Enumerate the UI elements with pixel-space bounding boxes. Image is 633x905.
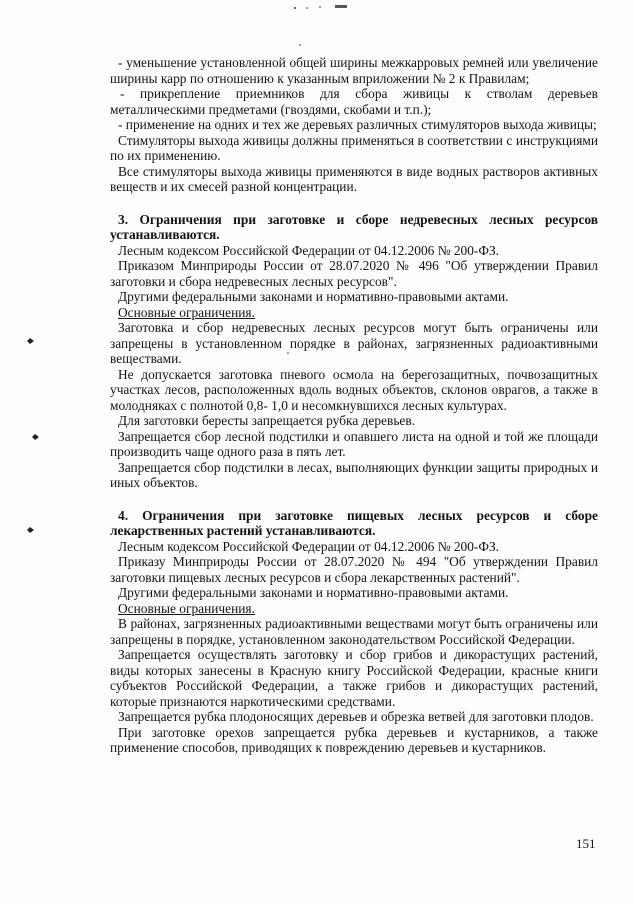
- section-3-item: Для заготовки бересты запрещается рубка деревьев.: [118, 413, 416, 428]
- paragraph: - применение на одних и тех же деревьях различных стимуляторов выхода живицы;: [118, 117, 597, 132]
- section-4-line: Лесным кодексом Российской Федерации от 04.12.2006 № 200-ФЗ.: [118, 538, 500, 554]
- section-4-heading: 4. Ограничения при заготовке пищевых лесных ресурсов и сборе лекарственных растений устанавливаются.: [110, 507, 598, 538]
- section-3-line: Другими федеральными законами и нормативно-правовыми актами.: [118, 289, 509, 304]
- paragraph: Стимуляторы выхода живицы должны применяться в соответствии с инструкциями по их применению.: [110, 132, 598, 163]
- section-4-subheading-text: Основные ограничения.: [118, 600, 255, 616]
- section-3-line: Лесным кодексом Российской Федерации от 04.12.2006 № 200-ФЗ.: [118, 242, 500, 258]
- page-number: 151: [576, 836, 596, 851]
- section-4-item: При заготовке орехов запрещается рубка деревьев и кустарников, а также применение способов, приводящих к повреждению деревьев и кустарников.: [110, 724, 598, 755]
- paragraph: Все стимуляторы выхода живицы применяются в виде водных растворов активных веществ и их смесей разной концентрации.: [110, 163, 598, 194]
- section-4-subheading: [110, 601, 598, 617]
- section-4-line: Другими федеральными законами и нормативно-правовыми актами.: [118, 585, 509, 600]
- paragraph: - прикрепление приемников для сбора живицы к стволам деревьев металлическими предметами (гвоздями, скобами и т.п.);: [110, 86, 598, 117]
- section-4-item: Запрещается рубка плодоносящих деревьев и обрезка ветвей для заготовки плодов.: [118, 709, 594, 724]
- section-4-line: Приказу Минприроды России от 28.07.2020 № 494 "Об утверждении Правил заготовки пищевых лесных ресурсов и сбора лекарственных растений".: [110, 554, 598, 585]
- section-3-heading: 3. Ограничения при заготовке и сборе недревесных лесных ресурсов устанавливаются.: [110, 211, 598, 242]
- section-3-item: Запрещается сбор лесной подстилки и опавшего листа на одной и той же площади производить чаще одного раза в пять лет.: [110, 428, 598, 459]
- section-4-item: В районах, загрязненных радиоактивными веществами могут быть ограничены или запрещены в порядке, установленном законодательством Российской Федерации.: [110, 616, 598, 647]
- section-3-item: Запрещается сбор подстилки в лесах, выполняющих функции защиты природных и иных объектов.: [110, 459, 598, 490]
- section-3-item: Не допускается заготовка пневого осмола на берегозащитных, почвозащитных участках лесов, расположенных вдоль водных объектов, склонов оврагов, а также в молодняках с полнотой 0,8- 1,0 и несомкнувшихся лесных культурах.: [110, 366, 598, 413]
- section-3-subheading: [110, 305, 598, 321]
- section-4-item: Запрещается осуществлять заготовку и сбор грибов и дикорастущих растений, виды которых занесены в Красную книгу Российской Федерации, красные книги субъектов Российской Федерации, а также грибов и дикорастущих растений, которые признаются наркотическими средствами.: [110, 647, 598, 709]
- section-3-subheading-text: Основные ограничения.: [118, 304, 255, 320]
- paragraph: - уменьшение установленной общей ширины межкарровых ремней или увеличение ширины карр по отношению к указанным вприложении № 2 к Правилам;: [110, 55, 598, 86]
- document-body: [110, 55, 598, 756]
- section-3-line: Приказом Минприроды России от 28.07.2020 № 496 "Об утверждении Правил заготовки и сбора недревесных лесных ресурсов".: [110, 258, 598, 289]
- section-3-item: Заготовка и сбор недревесных лесных ресурсов могут быть ограничены или запрещены в установленном порядке в районах, загрязненных радиоактивными веществами.: [110, 320, 598, 366]
